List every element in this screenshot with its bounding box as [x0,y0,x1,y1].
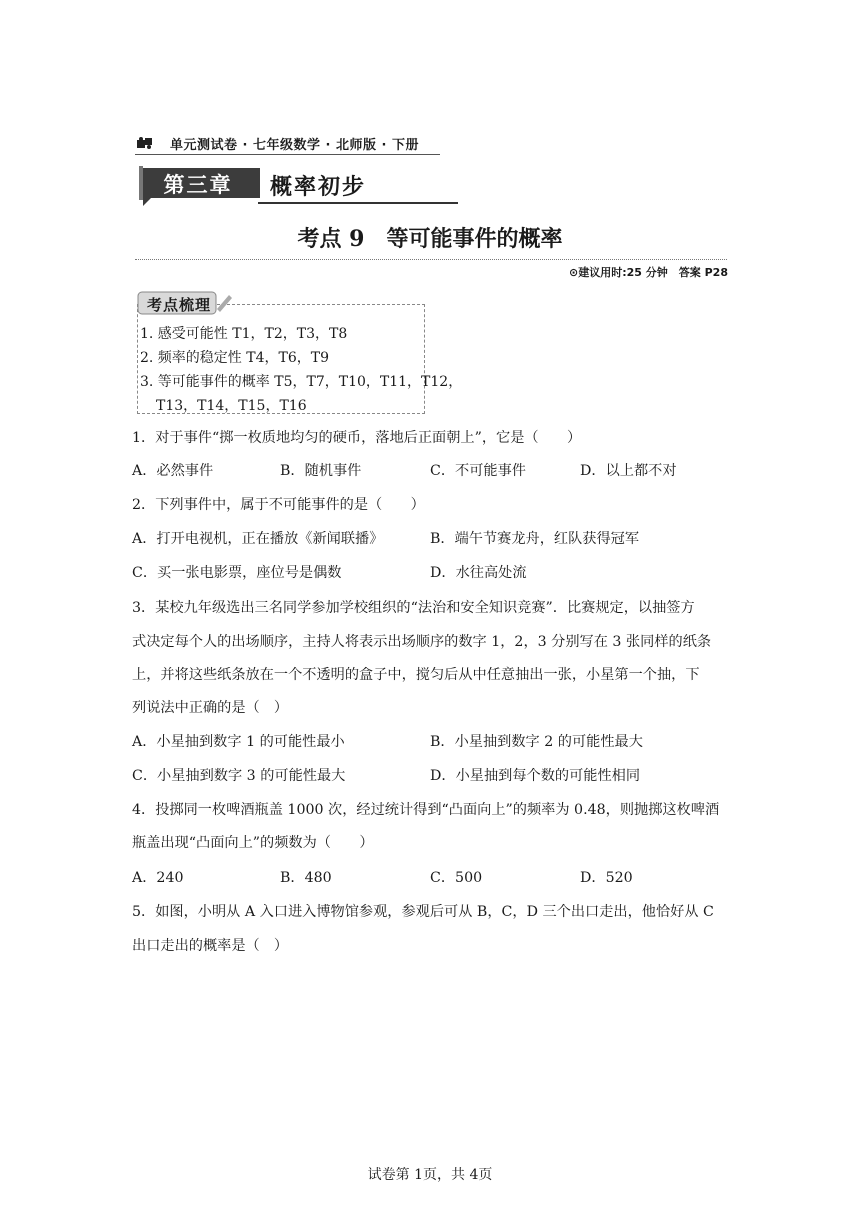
topic-title-text: 考点 9 等可能事件的概率 [297,226,563,252]
dotted-divider [135,259,727,260]
q4-line-2: 瓶盖出现“凸面向上”的频数为（ ） [132,835,374,851]
q5-line-1: 5．如图，小明从 A 入口进入博物馆参观，参观后可从 B，C，D 三个出口走出，他恰好从 C [132,904,714,920]
q2-option-d: D．水往高处流 [430,565,527,581]
chapter-label: 第三章 [163,173,233,197]
q1-option-b: B．随机事件 [280,463,362,479]
summary-item-3-cont: T13，T14，T15，T16 [156,398,307,414]
topic-title [0,222,860,253]
q3-line-2: 式决定每个人的出场顺序，主持人将表示出场顺序的数字 1，2，3 分别写在 3 张同样的纸条 [132,634,712,650]
summary-item-2: 2. 频率的稳定性 T4，T6，T9 [140,350,329,366]
puzzle-icon [135,136,155,152]
q3-option-c: C．小星抽到数字 3 的可能性最大 [132,768,346,784]
chapter-underline [258,202,458,204]
chapter-title: 概率初步 [270,175,367,200]
series-header: 单元测试卷 · 七年级数学 · 北师版 · 下册 [170,138,419,153]
q2-option-a: A．打开电视机，正在播放《新闻联播》 [132,531,384,547]
q3-option-a: A．小星抽到数字 1 的可能性最小 [132,734,345,750]
page-footer: 试卷第 1页，共 4页 [367,1167,493,1183]
q3-option-d: D．小星抽到每个数的可能性相同 [430,768,641,784]
q3-line-4: 列说法中正确的是（ ） [132,700,289,716]
summary-item-1: 1. 感受可能性 T1，T2，T3，T8 [140,326,348,342]
q3-option-b: B．小星抽到数字 2 的可能性最大 [430,734,643,750]
summary-item-3: 3. 等可能事件的概率 T5，T7，T10，T11，T12， [140,374,463,390]
q1-option-d: D．以上都不对 [580,463,677,479]
q3-line-3: 上，并将这些纸条放在一个不透明的盒子中，搅匀后从中任意抽出一张，小星第一个抽，下 [132,667,700,683]
q4-option-c: C．500 [430,870,483,886]
clock-icon: ⊙ [569,266,579,279]
q1-option-a: A．必然事件 [132,463,214,479]
q4-option-d: D．520 [580,870,633,886]
q1-stem: 1．对于事件“掷一枚质地均匀的硬币，落地后正面朝上”，它是（ ） [132,430,582,446]
summary-title: 考点梳理 [147,296,212,314]
header-divider [135,154,440,155]
time-answer-note [569,264,728,280]
time-answer-text: 建议用时:25 分钟 答案 P28 [578,266,728,279]
q1-option-c: C．不可能事件 [430,463,526,479]
q2-option-c: C．买一张电影票，座位号是偶数 [132,565,342,581]
q4-option-b: B．480 [280,870,332,886]
q2-stem: 2．下列事件中，属于不可能事件的是（ ） [132,497,425,513]
q2-option-b: B．端午节赛龙舟，红队获得冠军 [430,531,640,547]
q4-line-1: 4．投掷同一枚啤酒瓶盖 1000 次，经过统计得到“凸面向上”的频率为 0.48，则抛掷这枚啤酒 [132,802,720,818]
q3-line-1: 3．某校九年级选出三名同学参加学校组织的“法治和安全知识竞赛”．比赛规定，以抽签方 [132,600,695,616]
q5-line-2: 出口走出的概率是（ ） [132,938,289,954]
q4-option-a: A．240 [132,870,184,886]
